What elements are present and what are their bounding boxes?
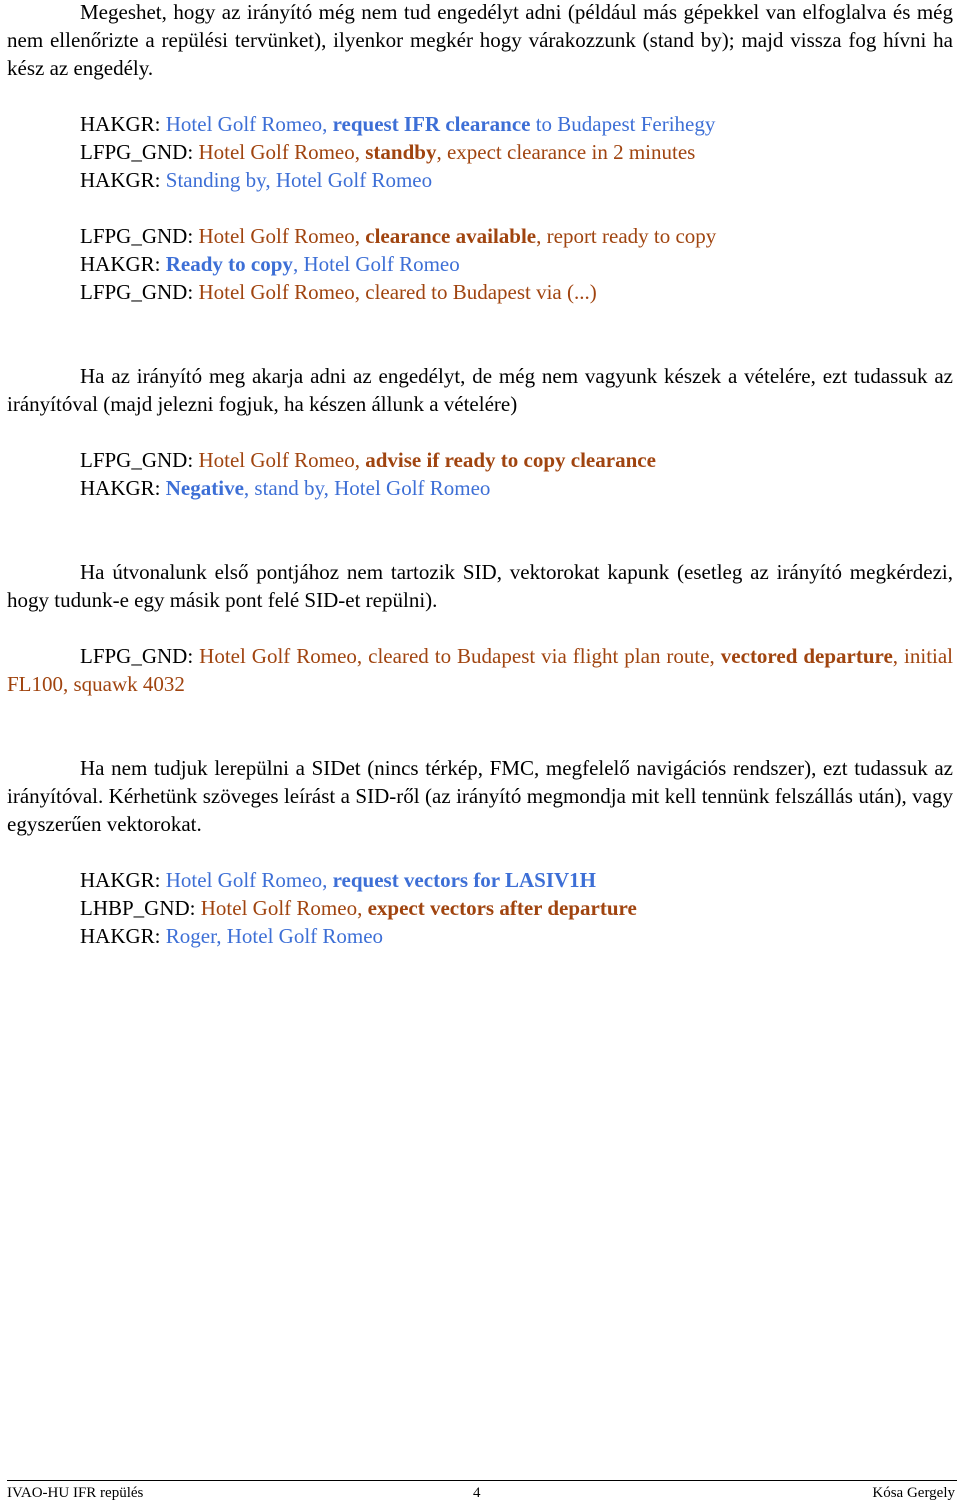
paragraph-cannot-fly-sid: Ha nem tudjuk lerepülni a SIDet (nincs térkép, FMC, megfelelő navigációs rendszer), ezt tudassuk az irányítóval. Kérhetünk szöveges leírást a SID-ről (az irányító megmondja mit kell tennünk felszállás után), vagy egyszerűen vektorokat.	[7, 756, 953, 836]
pilot-text: Hotel Golf Romeo,	[165, 868, 328, 892]
paragraph-not-ready: Ha az irányító meg akarja adni az engedélyt, de még nem vagyunk készek a vételére, ezt tudassuk az irányítóval (majd jelezni fogjuk, ha készen állunk a vételére)	[7, 364, 953, 416]
speaker-label: LHBP_GND:	[80, 896, 196, 920]
speaker-label: LFPG_GND:	[80, 140, 194, 164]
speaker-label: LFPG_GND:	[80, 280, 194, 304]
document-page	[7, 0, 953, 950]
speaker-label: HAKGR:	[80, 924, 161, 948]
speaker-label: LFPG_GND:	[80, 448, 194, 472]
controller-keyword: vectored departure	[720, 644, 893, 668]
controller-keyword: standby	[365, 140, 437, 164]
pilot-text: to Budapest Ferihegy	[535, 112, 716, 136]
dialog-line	[80, 222, 953, 250]
pilot-text: Hotel Golf Romeo,	[165, 112, 328, 136]
dialog-line	[80, 894, 953, 922]
speaker-label: HAKGR:	[80, 252, 161, 276]
pilot-text: Roger, Hotel Golf Romeo	[165, 924, 384, 948]
speaker-label: HAKGR:	[80, 476, 161, 500]
dialog-line	[80, 250, 953, 278]
footer-author: Kósa Gergely	[872, 1485, 955, 1501]
speaker-label: HAKGR:	[80, 168, 161, 192]
pilot-keyword: Negative	[165, 476, 244, 500]
dialog-line	[80, 278, 953, 306]
pilot-text: , Hotel Golf Romeo	[292, 252, 460, 276]
dialog-line	[80, 866, 953, 894]
controller-text: , report ready to copy	[536, 224, 717, 248]
controller-text: , expect clearance in 2 minutes	[436, 140, 696, 164]
pilot-keyword: request vectors for LASIV1H	[332, 868, 597, 892]
dialog-line	[80, 922, 953, 950]
paragraph-standby-intro: Megeshet, hogy az irányító még nem tud engedélyt adni (például más gépekkel van elfoglalva és még nem ellenőrizte a repülési tervünket), ilyenkor megkér hogy várakozzunk (stand by); majd vissza fog hívni ha kész az engedély.	[7, 0, 953, 80]
controller-keyword: advise if ready to copy clearance	[365, 448, 656, 472]
pilot-text: , stand by, Hotel Golf Romeo	[243, 476, 491, 500]
controller-text: Hotel Golf Romeo,	[200, 896, 363, 920]
pilot-text: Standing by, Hotel Golf Romeo	[165, 168, 433, 192]
dialog-standby	[7, 110, 953, 306]
dialog-vectored	[7, 642, 953, 698]
dialog-line	[80, 138, 953, 166]
dialog-line	[80, 166, 953, 194]
page-footer	[7, 1480, 957, 1501]
dialog-request-vectors	[7, 866, 953, 950]
dialog-line	[80, 446, 953, 474]
controller-keyword: expect vectors after departure	[367, 896, 637, 920]
dialog-line	[80, 110, 953, 138]
controller-text: Hotel Golf Romeo,	[198, 140, 360, 164]
controller-keyword: clearance available	[365, 224, 537, 248]
controller-text: Hotel Golf Romeo, cleared to Budapest via flight plan route,	[199, 644, 715, 668]
speaker-label: HAKGR:	[80, 868, 161, 892]
speaker-label: LFPG_GND:	[80, 224, 194, 248]
dialog-not-ready	[7, 446, 953, 502]
controller-text: , initial FL100, squawk 4032	[7, 644, 954, 696]
speaker-label: LFPG_GND:	[80, 644, 194, 668]
speaker-label: HAKGR:	[80, 112, 161, 136]
footer-page-number: 4	[473, 1485, 481, 1501]
footer-document-title: IVAO-HU IFR repülés	[7, 1485, 144, 1501]
controller-text: Hotel Golf Romeo, cleared to Budapest via (...)	[198, 280, 597, 304]
pilot-keyword: Ready to copy	[165, 252, 293, 276]
controller-text: Hotel Golf Romeo,	[198, 224, 360, 248]
controller-text: Hotel Golf Romeo,	[198, 448, 360, 472]
dialog-line	[80, 474, 953, 502]
paragraph-no-sid: Ha útvonalunk első pontjához nem tartozik SID, vektorokat kapunk (esetleg az irányító megkérdezi, hogy tudunk-e egy másik pont felé SID-et repülni).	[7, 560, 953, 612]
pilot-keyword: request IFR clearance	[332, 112, 531, 136]
